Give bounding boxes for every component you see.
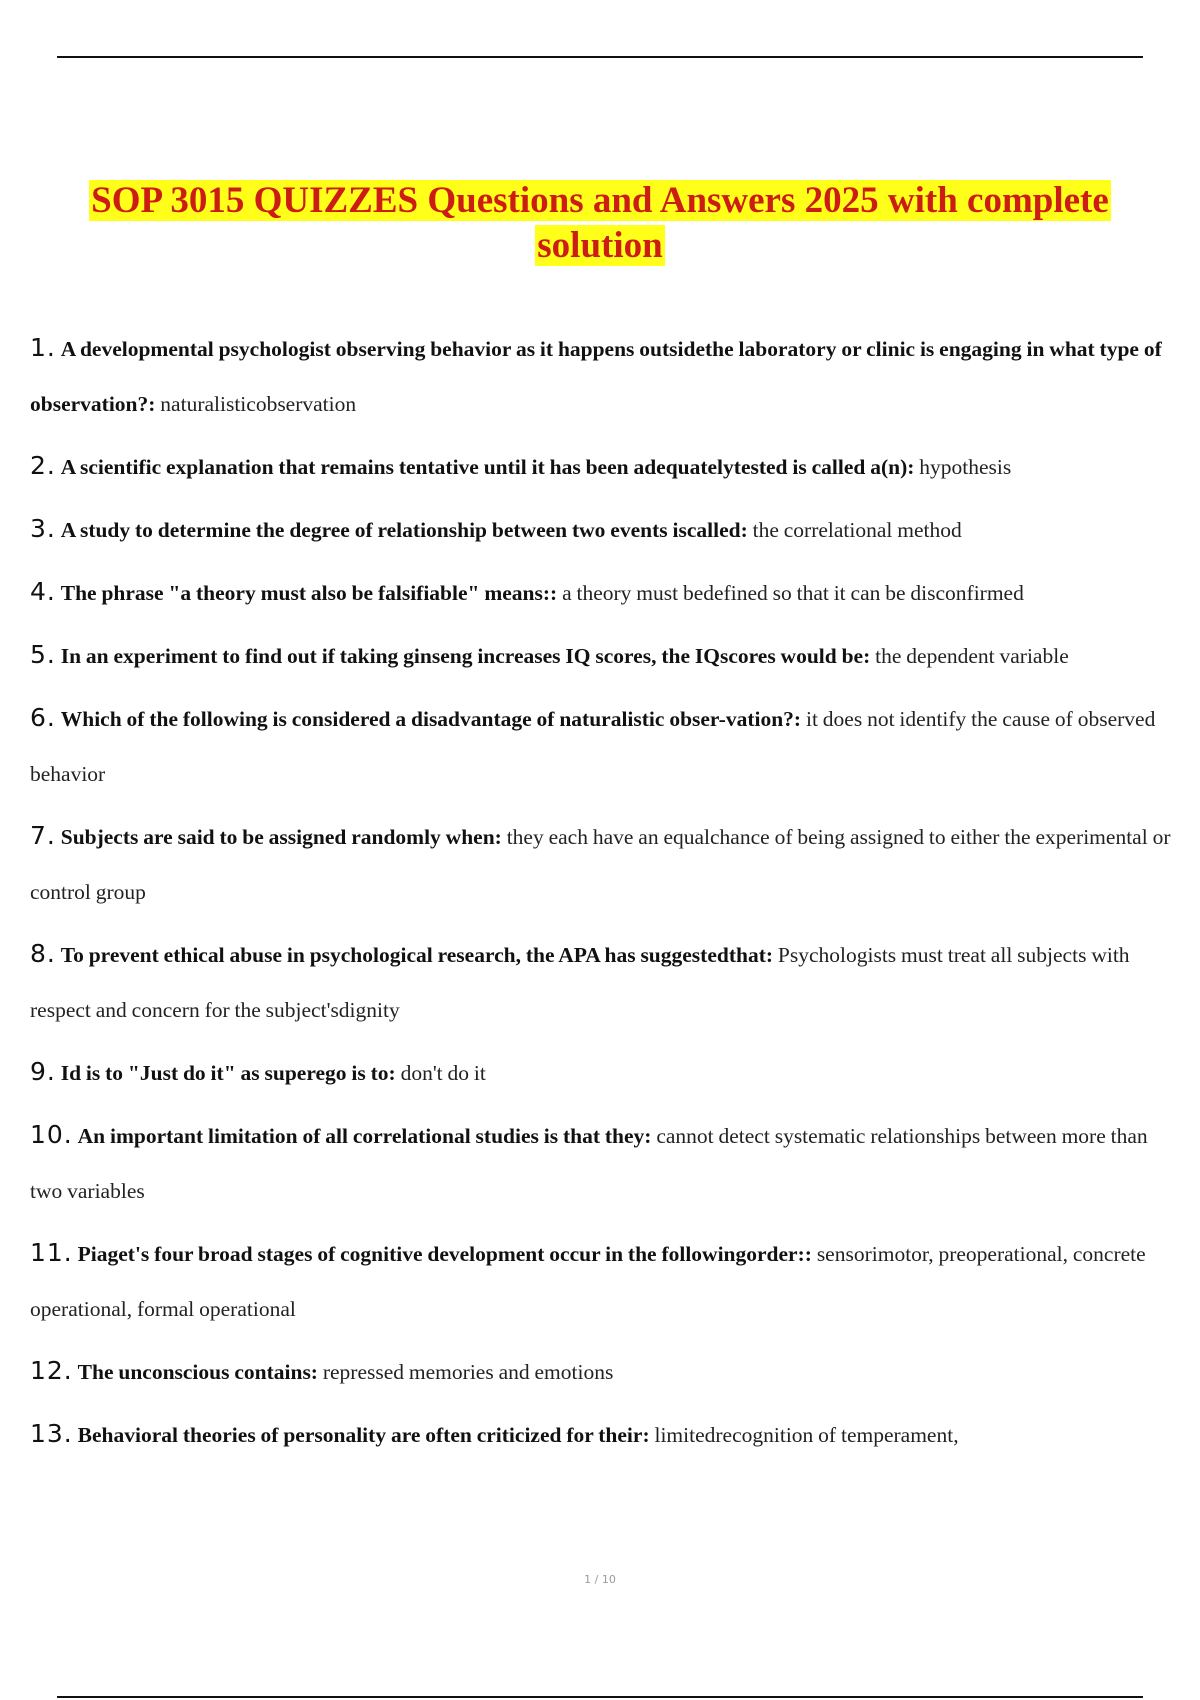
question-text: A study to determine the degree of relationship between two events iscalled: [60, 518, 748, 542]
question-number: 10. [30, 1120, 73, 1149]
question-text: Id is to "Just do it" as superego is to: [60, 1061, 396, 1085]
answer-text: it does not identify the cause of observed behavior [30, 707, 1156, 786]
document-title [0, 178, 1200, 268]
question-item-12 [30, 1343, 1178, 1400]
question-number: 3. [30, 514, 56, 543]
question-text: Piaget's four broad stages of cognitive development occur in the followingorder:: [77, 1242, 812, 1266]
answer-text: they each have an equalchance of being assigned to either the experimental or control group [30, 825, 1171, 904]
page-number: 1 / 10 [584, 1573, 616, 1586]
question-item-2 [30, 438, 1178, 495]
question-number: 12. [30, 1356, 73, 1385]
answer-text: repressed memories and emotions [322, 1360, 614, 1384]
answer-text: naturalisticobservation [160, 392, 357, 416]
answer-text: sensorimotor, preoperational, concrete operational, formal operational [30, 1242, 1146, 1321]
top-rule [57, 56, 1143, 58]
answer-text: limitedrecognition of temperament, [654, 1423, 959, 1447]
question-item-13 [30, 1406, 1178, 1463]
bottom-rule [57, 1696, 1143, 1698]
answer-text: the dependent variable [875, 644, 1069, 668]
answer-text: Psychologists must treat all subjects with respect and concern for the subject'sdignity [30, 943, 1130, 1022]
question-item-6 [30, 690, 1178, 802]
question-item-11 [30, 1225, 1178, 1337]
question-item-8 [30, 926, 1178, 1038]
question-number: 6. [30, 703, 56, 732]
question-item-9 [30, 1044, 1178, 1101]
question-text: A scientific explanation that remains tentative until it has been adequatelytested is called a(n): [60, 455, 915, 479]
title-line-1: SOP 3015 QUIZZES Questions and Answers 2025 with complete [91, 180, 1109, 221]
question-number: 9. [30, 1057, 56, 1086]
question-text: In an experiment to find out if taking ginseng increases IQ scores, the IQscores would be: [60, 644, 871, 668]
question-item-10 [30, 1107, 1178, 1219]
question-number: 11. [30, 1238, 73, 1267]
question-item-3 [30, 501, 1178, 558]
question-text: To prevent ethical abuse in psychological research, the APA has suggestedthat: [60, 943, 774, 967]
question-number: 7. [30, 821, 56, 850]
question-text: Which of the following is considered a disadvantage of naturalistic obser-vation?: [60, 707, 802, 731]
question-number: 2. [30, 451, 56, 480]
question-item-4 [30, 564, 1178, 621]
question-item-7 [30, 808, 1178, 920]
question-item-1 [30, 320, 1178, 432]
question-text: The phrase "a theory must also be falsifiable" means:: [60, 581, 558, 605]
question-text: Behavioral theories of personality are often criticized for their: [77, 1423, 650, 1447]
answer-text: a theory must bedefined so that it can be disconfirmed [562, 581, 1024, 605]
question-list [30, 320, 1178, 1469]
question-item-5 [30, 627, 1178, 684]
answer-text: don't do it [400, 1061, 486, 1085]
question-number: 5. [30, 640, 56, 669]
question-text: A developmental psychologist observing behavior as it happens outsidethe laboratory or clinic is engaging in what type of observation?: [30, 337, 1162, 416]
answer-text: cannot detect systematic relationships between more than two variables [30, 1124, 1148, 1203]
answer-text: hypothesis [919, 455, 1012, 479]
question-number: 13. [30, 1419, 73, 1448]
question-text: An important limitation of all correlational studies is that they: [77, 1124, 652, 1148]
question-text: Subjects are said to be assigned randomly when: [60, 825, 502, 849]
question-number: 4. [30, 577, 56, 606]
question-number: 8. [30, 939, 56, 968]
title-line-2: solution [537, 225, 663, 266]
answer-text: the correlational method [752, 518, 962, 542]
question-number: 1. [30, 333, 56, 362]
question-text: The unconscious contains: [77, 1360, 318, 1384]
